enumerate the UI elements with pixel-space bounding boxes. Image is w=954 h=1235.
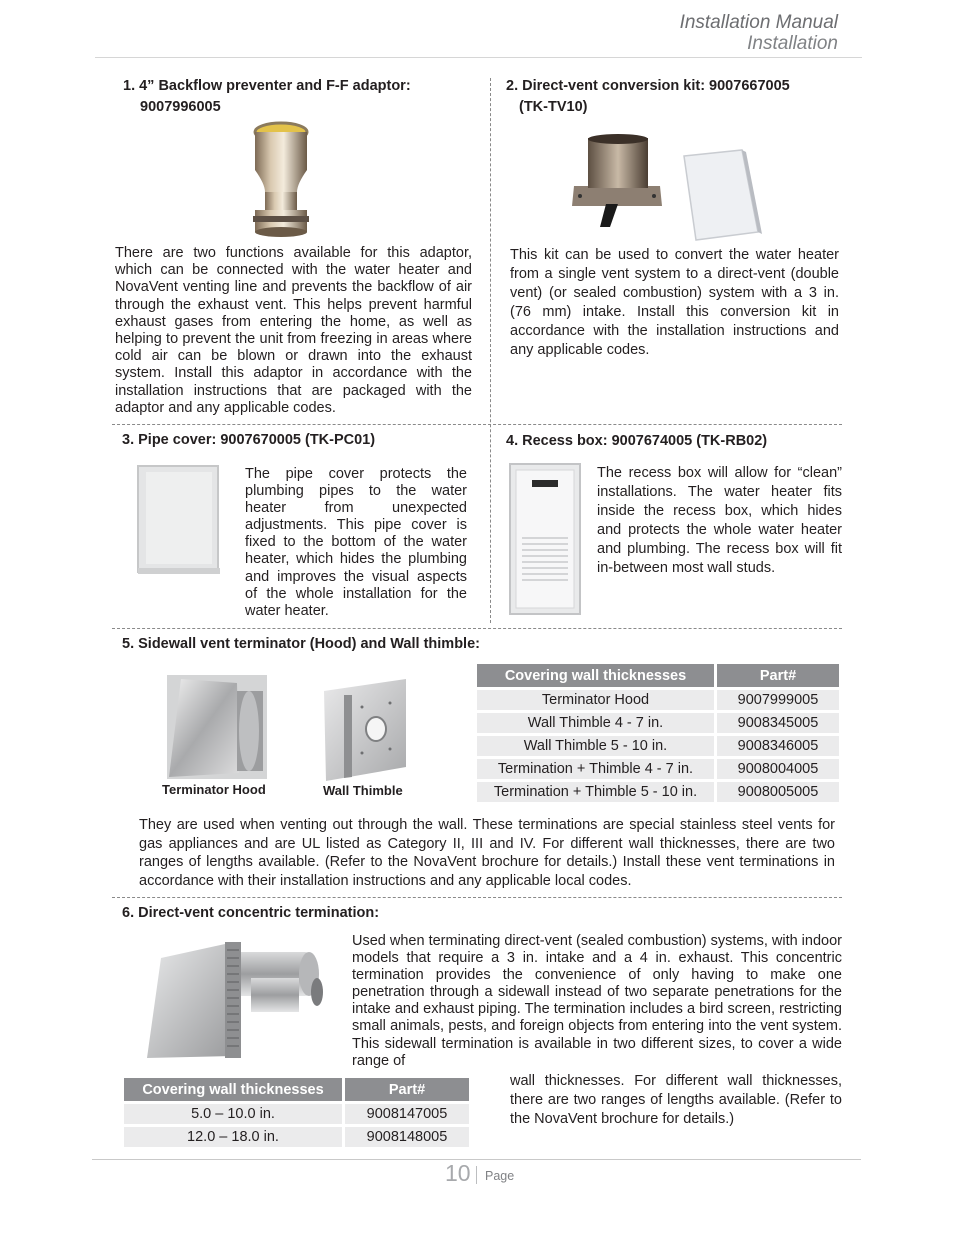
pipe-cover-image (136, 464, 222, 576)
section-divider-2 (112, 628, 842, 629)
header-subtitle: Installation (747, 33, 838, 54)
section-6-parts-table (121, 1075, 472, 1150)
table-row: Wall Thimble 4 - 7 in. 9008345005 (477, 713, 839, 733)
page-number-separator (476, 1166, 477, 1184)
table-row: Wall Thimble 5 - 10 in. 9008346005 (477, 736, 839, 756)
page-number: 10 (445, 1160, 471, 1186)
section-5-title: 5. Sidewall vent terminator (Hood) and Wall thimble: (122, 636, 480, 652)
wall-thimble-caption: Wall Thimble (323, 783, 403, 798)
header-rule (95, 57, 862, 58)
table-row: Termination + Thimble 5 - 10 in. 9008005005 (477, 782, 839, 802)
section-6-body-bottom: wall thicknesses. For different wall thicknesses, there are two ranges of lengths available. (Refer to the NovaVent brochure for details.) (510, 1073, 842, 1127)
table-row: 5.0 – 10.0 in. 9008147005 (124, 1104, 469, 1124)
table-header-thickness: Covering wall thicknesses (477, 664, 714, 687)
column-divider (490, 78, 491, 623)
section-divider-3 (112, 897, 842, 898)
table-row: Termination + Thimble 4 - 7 in. 9008004005 (477, 759, 839, 779)
conversion-kit-collar-image (570, 134, 665, 229)
table-header-part: Part# (717, 664, 839, 687)
conversion-kit-plate-image (680, 148, 762, 243)
concentric-termination-image (141, 938, 323, 1064)
table-header-thickness: Covering wall thicknesses (124, 1078, 342, 1101)
section-4-body: The recess box will allow for “clean” installations. The water heater fits inside the recess box, which hides and protects the whole water heater and plumbing. The recess box will fit in-between most wall studs. (597, 465, 842, 576)
section-3-body: The pipe cover protects the plumbing pipes to the water heater from unexpected adjustments. This pipe cover is fixed to the bottom of the water heater, which hides the plumbing and improves the visual aspects of the whole installation for the water heater. (245, 466, 467, 619)
table-header-part: Part# (345, 1078, 469, 1101)
section-2-title: 2. Direct-vent conversion kit: 9007667005 (TK-TV10) (506, 78, 790, 115)
header-title: Installation Manual (679, 12, 838, 33)
page-header (680, 12, 838, 54)
terminator-hood-caption: Terminator Hood (162, 782, 266, 797)
section-6-body-top: Used when terminating direct-vent (sealed combustion) systems, with indoor models that require a 3 in. intake and a 4 in. exhaust. This concentric termination provides the convenience of only having to make one penetration through a sidewall instead of two separate penetrations for the intake and exhaust piping. The termination includes a bird screen, restricting small animals, pests, and foreign objects from entering into the vent system. This sidewall termination is available in two different sizes, to cover a wide range of (352, 933, 842, 1069)
section-5-parts-table (474, 661, 842, 805)
page-label: Page (485, 1169, 515, 1183)
table-row: 12.0 – 18.0 in. 9008148005 (124, 1127, 469, 1147)
section-4-title: 4. Recess box: 9007674005 (TK-RB02) (506, 433, 768, 449)
section-3-title: 3. Pipe cover: 9007670005 (TK-PC01) (122, 432, 376, 448)
backflow-adaptor-image (241, 118, 321, 240)
section-6-title: 6. Direct-vent concentric termination: (122, 905, 380, 921)
footer-rule (92, 1159, 861, 1160)
section-1-body: There are two functions available for this adaptor, which can be connected with the water heater and NovaVent venting line and prevents the backflow of air through the exhaust vent. This helps prevent harmful exhaust gases from entering the home, as well as helping to prevent the unit from freezing in areas where cold air can be blown or drawn into the exhaust system. Install this adaptor in accordance with the installation instructions that are packaged with the adaptor and any applicable codes. (115, 245, 472, 416)
section-divider-1 (112, 424, 842, 425)
section-5-body: They are used when venting out through the wall. These terminations are special stainless steel vents for gas appliances and are UL listed as Category II, III and IV. For different wall thicknesses, there are two ranges of lengths available. (Refer to the NovaVent brochure for details.) Install these vent terminations in accordance with their installation instructions and any applicable local codes. (139, 817, 835, 890)
terminator-hood-image (163, 673, 271, 781)
section-2-body: This kit can be used to convert the water heater from a single vent system to a direct-vent (double vent) (or sealed combustion) system with a 3 in. (76 mm) intake. Install this conversion kit in accordance with the installation instructions and any applicable codes. (510, 247, 839, 358)
wall-thimble-image (322, 677, 408, 781)
table-row: Terminator Hood 9007999005 (477, 690, 839, 710)
recess-box-image (508, 462, 582, 616)
section-1-title: 1. 4” Backflow preventer and F-F adaptor: 9007996005 (123, 78, 411, 115)
